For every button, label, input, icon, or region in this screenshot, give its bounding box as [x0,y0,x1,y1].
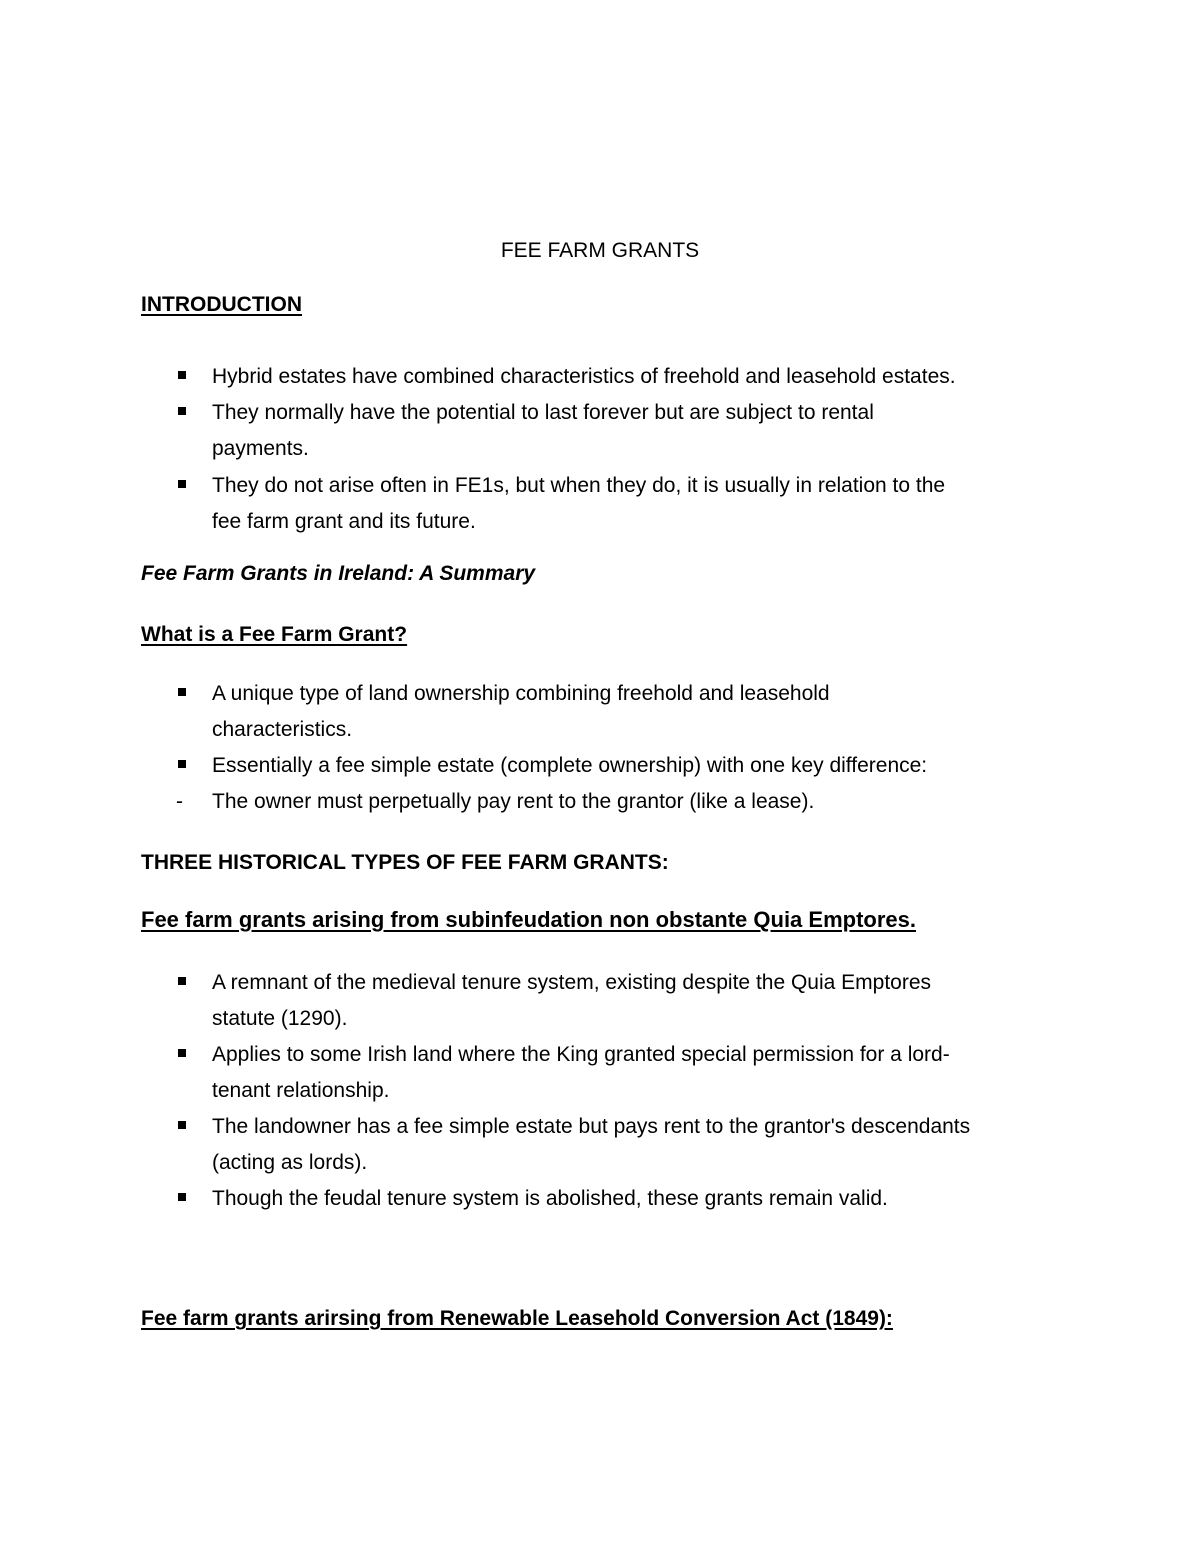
subinfeudation-bullet-1-line-2: statute (1290). [212,1007,348,1030]
bullet-icon [178,688,186,696]
subinfeudation-bullet-3-line-1: The landowner has a fee simple estate but pays rent to the grantor's descendants [212,1115,971,1138]
bullet-icon [178,1193,186,1201]
bullet-icon [178,1121,186,1129]
renewable-heading: Fee farm grants arirsing from Renewable Leasehold Conversion Act (1849): [141,1307,893,1330]
intro-bullet-1-line-1: Hybrid estates have combined characteristics of freehold and leasehold estates. [212,365,956,388]
intro-bullet-3-line-2: fee farm grant and its future. [212,510,476,533]
bullet-icon [178,480,186,488]
page-title: FEE FARM GRANTS [500,239,700,262]
subinfeudation-bullet-4: Though the feudal tenure system is abolished, these grants remain valid. [212,1187,888,1210]
what-is-bullet-2: Essentially a fee simple estate (complete ownership) with one key difference: [212,754,928,777]
what-is-bullet-1-line-2: characteristics. [212,718,353,741]
dash-icon: - [176,790,183,813]
bullet-icon [178,371,186,379]
summary-heading: Fee Farm Grants in Ireland: A Summary [141,562,536,585]
subinfeudation-heading: Fee farm grants arising from subinfeudation non obstante Quia Emptores. [141,907,916,932]
what-is-bullet-1-line-1: A unique type of land ownership combining freehold and leasehold [212,682,830,705]
what-is-heading: What is a Fee Farm Grant? [141,623,408,646]
subinfeudation-bullet-3-line-2: (acting as lords). [212,1151,368,1174]
introduction-heading: INTRODUCTION [141,293,302,316]
intro-bullet-3-line-1: They do not arise often in FE1s, but when they do, it is usually in relation to the [212,474,946,497]
intro-bullet-2-line-1: They normally have the potential to last forever but are subject to rental [212,401,874,424]
bullet-icon [178,760,186,768]
bullet-icon [178,1049,186,1057]
intro-bullet-2-line-2: payments. [212,437,309,460]
bullet-icon [178,407,186,415]
bullet-icon [178,977,186,985]
subinfeudation-bullet-2-line-1: Applies to some Irish land where the King granted special permission for a lord- [212,1043,950,1066]
subinfeudation-bullet-2-line-2: tenant relationship. [212,1079,390,1102]
subinfeudation-bullet-1-line-1: A remnant of the medieval tenure system, existing despite the Quia Emptores [212,971,932,994]
types-heading: THREE HISTORICAL TYPES OF FEE FARM GRANTS: [141,851,669,874]
what-is-dash-item: The owner must perpetually pay rent to the grantor (like a lease). [212,790,815,813]
